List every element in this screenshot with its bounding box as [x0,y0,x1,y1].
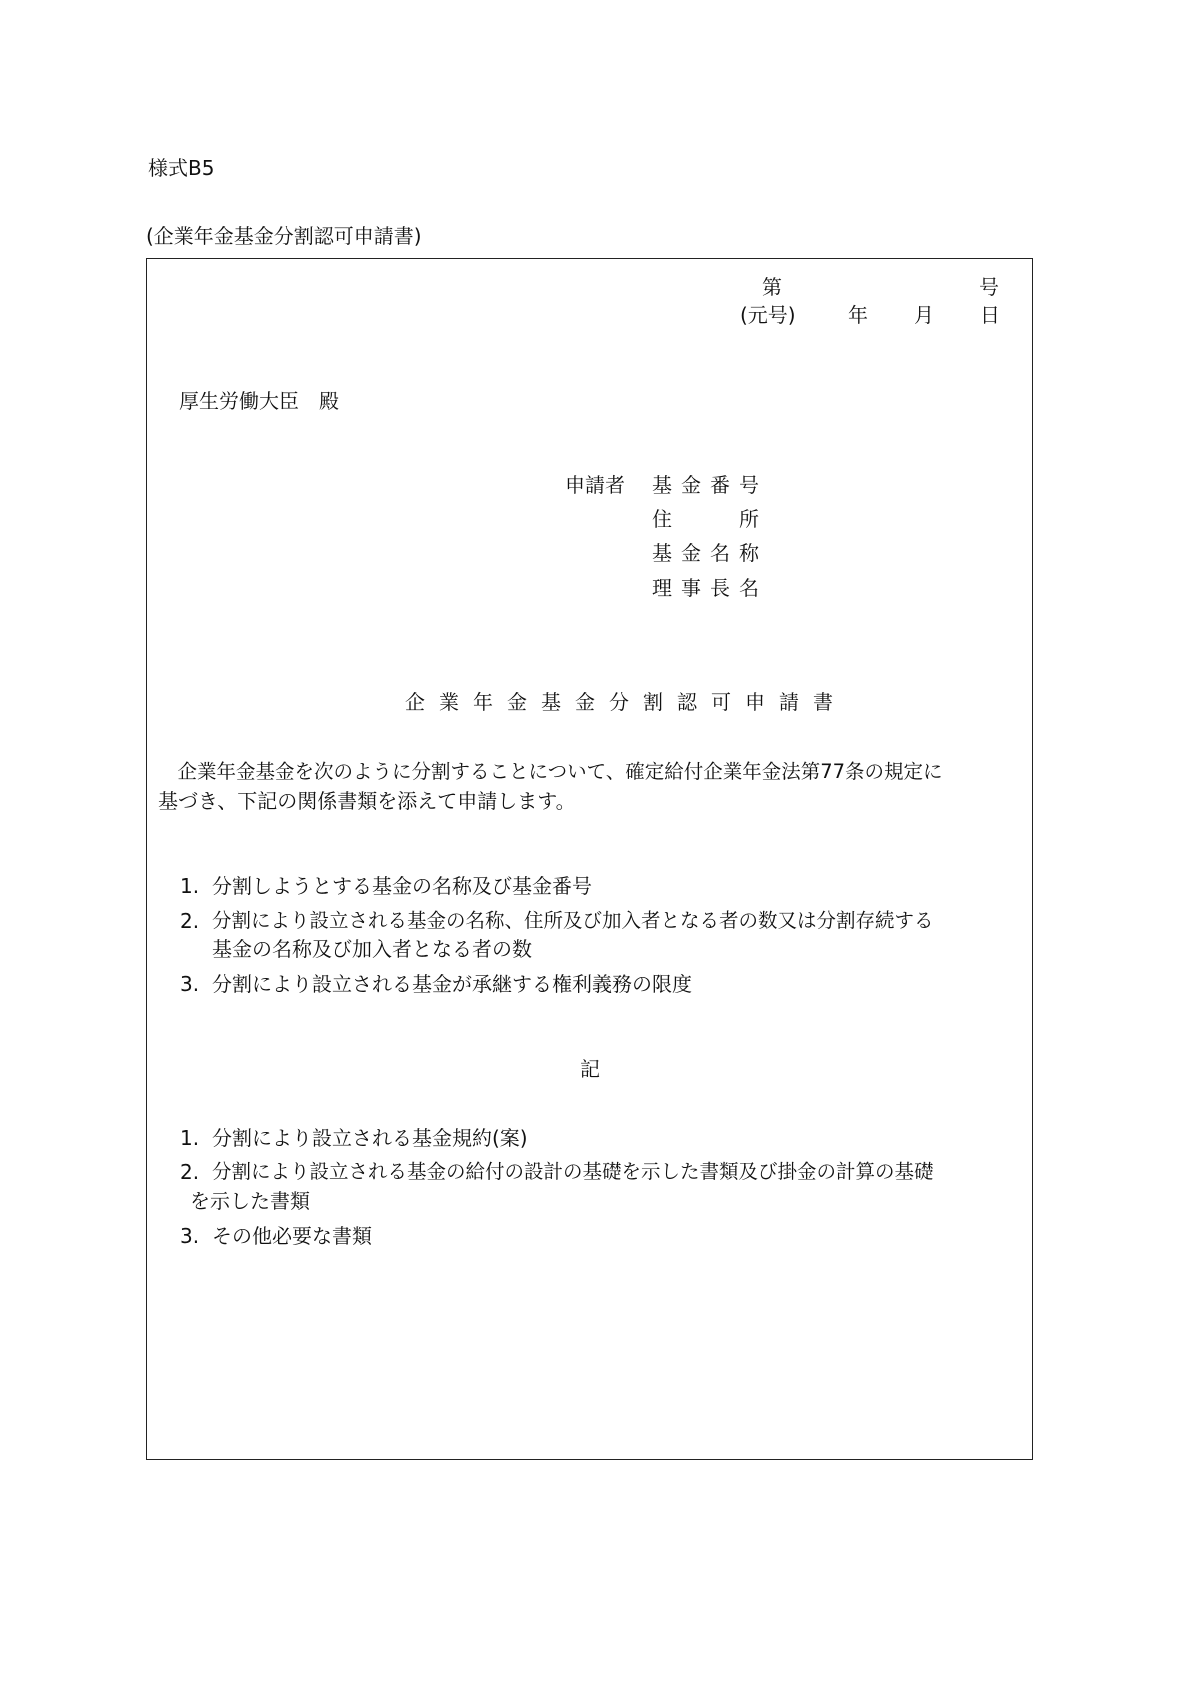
attachment-1-text: 分割により設立される基金規約(案) [212,1126,528,1150]
number-prefix: 第 [762,275,782,299]
item-2-text-cont: 基金の名称及び加入者となる者の数 [212,937,532,961]
item-3-number: 3. [180,972,200,996]
applicant-address: 住 所 [652,507,768,531]
date-era: (元号) [740,303,796,327]
addressee: 厚生労働大臣 殿 [179,389,339,413]
date-year: 年 [848,303,868,327]
item-1-text: 分割しようとする基金の名称及び基金番号 [212,874,592,898]
attachment-3-number: 3. [180,1224,200,1248]
form-label: 様式B5 [148,156,215,180]
attachment-1-number: 1. [180,1126,200,1150]
date-day: 日 [980,303,1000,327]
date-month: 月 [914,303,934,327]
applicant-fund-number: 基金番号 [652,473,768,497]
form-subtitle: (企業年金基金分割認可申請書) [146,224,422,248]
attachment-3-text: その他必要な書類 [212,1224,372,1248]
ki-heading: 記 [580,1057,600,1081]
document-frame [146,258,1033,1460]
intro-line-2: 基づき、下記の関係書類を添えて申請します。 [158,789,576,813]
item-1-number: 1. [180,874,200,898]
intro-line-1: 企業年金基金を次のように分割することについて、確定給付企業年金法第77条の規定に [158,760,943,783]
attachment-2-text-cont: を示した書類 [190,1189,310,1213]
number-suffix: 号 [979,275,999,299]
applicant-fund-name: 基金名称 [652,541,768,565]
attachment-2-number: 2. [180,1160,200,1184]
applicant-director-name: 理事長名 [652,576,768,600]
item-2-text: 分割により設立される基金の名称、住所及び加入者となる者の数又は分割存続する [212,909,934,932]
applicant-label: 申請者 [565,473,625,497]
document-title: 企業年金基金分割認可申請書 [405,690,847,714]
item-2-number: 2. [180,909,200,933]
item-3-text: 分割により設立される基金が承継する権利義務の限度 [212,972,692,996]
attachment-2-text: 分割により設立される基金の給付の設計の基礎を示した書類及び掛金の計算の基礎 [212,1160,934,1183]
